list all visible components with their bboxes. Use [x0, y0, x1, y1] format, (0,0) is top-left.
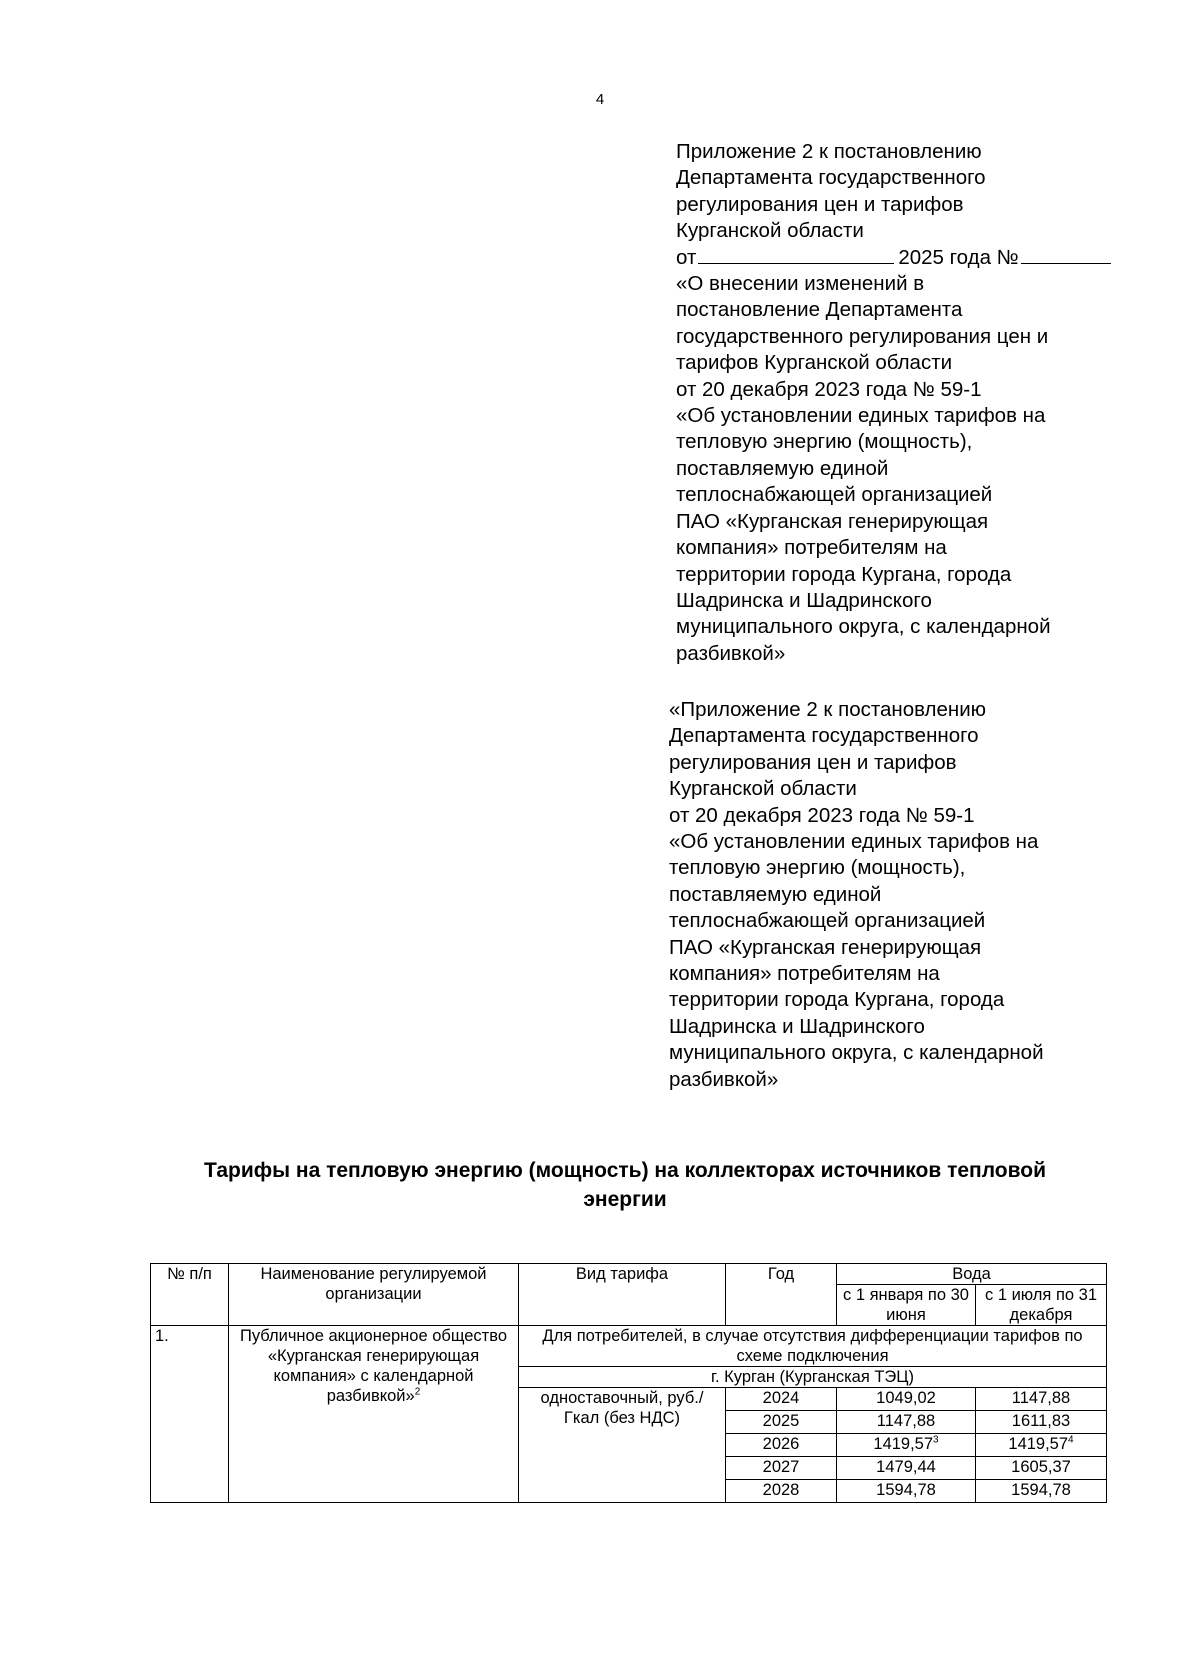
tariff-value-cell	[976, 1411, 1107, 1434]
year-cell: 2028	[726, 1480, 837, 1503]
tariff-value: 1419,57	[873, 1435, 934, 1453]
appendix-line: государственного регулирования цен и	[676, 324, 1049, 348]
tariff-value: 1594,78	[1011, 1481, 1071, 1499]
appendix-line: тепловую энергию (мощность),	[676, 430, 973, 454]
appendix-line: «Об установлении единых тарифов на	[669, 830, 1039, 854]
appendix-original	[669, 697, 1109, 1093]
tariff-value: 1049,02	[876, 1389, 936, 1407]
document-title	[150, 1156, 1100, 1214]
appendix-line: муниципального округа, с календарной	[669, 1041, 1044, 1065]
tariff-value-cell	[837, 1480, 976, 1503]
tariff-value: 1419,57	[1008, 1435, 1069, 1453]
appendix-line: муниципального округа, с календарной	[676, 615, 1051, 639]
appendix-line: ПАО «Курганская генерирующая	[676, 509, 989, 533]
year-cell: 2027	[726, 1457, 837, 1480]
org-footnote: 2	[414, 1386, 421, 1398]
date-prefix: от	[676, 245, 697, 269]
tariff-value: 1611,83	[1011, 1412, 1071, 1430]
header-water: Вода	[837, 1264, 1107, 1285]
appendix-line: территории города Кургана, города	[676, 562, 1012, 586]
footnote-mark: 4	[1068, 1434, 1074, 1446]
tariff-value-cell	[837, 1434, 976, 1457]
appendix-line: теплоснабжающей организацией	[676, 483, 993, 507]
title-line-1: Тарифы на тепловую энергию (мощность) на коллекторах источников тепловой	[204, 1159, 1046, 1182]
appendix-line: поставляемую единой	[669, 882, 882, 906]
appendix-line: теплоснабжающей организацией	[669, 909, 986, 933]
year-cell: 2024	[726, 1388, 837, 1411]
tariff-value: 1594,78	[876, 1481, 936, 1499]
tariff-value-cell	[837, 1388, 976, 1411]
tariff-value-cell	[837, 1411, 976, 1434]
appendix-line: Курганской области	[669, 777, 857, 801]
appendix-line: Департамента государственного	[676, 166, 986, 190]
appendix-line: регулирования цен и тарифов	[676, 192, 964, 216]
appendix-header	[676, 139, 1116, 667]
header-year: Год	[726, 1264, 837, 1326]
date-line	[676, 245, 1116, 271]
tariff-value: 1147,88	[876, 1412, 936, 1430]
appendix-line: поставляемую единой	[676, 456, 889, 480]
appendix-line: Приложение 2 к постановлению	[676, 140, 982, 163]
header-period-1: с 1 января по 30 июня	[837, 1285, 976, 1326]
appendix-line: постановление Департамента	[676, 298, 963, 322]
appendix-line: от 20 декабря 2023 года № 59-1	[669, 803, 975, 827]
page-number: 4	[595, 91, 605, 108]
appendix-line: Курганской области	[676, 219, 864, 243]
tariff-value-cell	[976, 1388, 1107, 1411]
appendix-line: Шадринска и Шадринского	[669, 1014, 925, 1038]
year-cell: 2026	[726, 1434, 837, 1457]
tariff-value: 1147,88	[1011, 1389, 1071, 1407]
appendix-line: ПАО «Курганская генерирующая	[669, 935, 982, 959]
tariff-table	[150, 1263, 1107, 1503]
appendix-line: Департамента государственного	[669, 724, 979, 748]
appendix-line: компания» потребителям на	[676, 536, 947, 560]
appendix-line: разбивкой»	[669, 1067, 779, 1091]
tariff-value: 1479,44	[876, 1458, 936, 1476]
header-org: Наименование регулируемой организации	[229, 1264, 519, 1326]
tariff-value-cell	[976, 1434, 1107, 1457]
appendix-line: тарифов Курганской области	[676, 351, 953, 375]
consumers-note: Для потребителей, в случае отсутствия дифференциации тарифов по схеме подключения	[519, 1326, 1107, 1367]
tariff-value-cell	[976, 1480, 1107, 1503]
tariff-type-cell: одноставочный, руб./Гкал (без НДС)	[519, 1388, 726, 1503]
appendix-line: от 20 декабря 2023 года № 59-1	[676, 377, 982, 401]
header-period-2: с 1 июля по 31 декабря	[976, 1285, 1107, 1326]
footnote-mark: 3	[933, 1434, 939, 1446]
appendix-line: компания» потребителям на	[669, 962, 940, 986]
org-name: Публичное акционерное общество «Курганская генерирующая компания» с календарной разбивкой»	[239, 1327, 507, 1405]
tariff-value: 1605,37	[1011, 1458, 1071, 1476]
title-line-2: энергии	[583, 1188, 667, 1211]
org-name-cell	[229, 1326, 519, 1503]
row-number: 1.	[151, 1326, 229, 1503]
header-num: № п/п	[151, 1264, 229, 1326]
year-cell: 2025	[726, 1411, 837, 1434]
tariff-value-cell	[837, 1457, 976, 1480]
appendix-line: «Об установлении единых тарифов на	[676, 404, 1046, 428]
appendix-line: регулирования цен и тарифов	[669, 750, 957, 774]
tariff-value-cell	[976, 1457, 1107, 1480]
appendix-line: тепловую энергию (мощность),	[669, 856, 966, 880]
handwritten-date-field	[698, 245, 894, 264]
appendix-line: «Приложение 2 к постановлению	[669, 698, 987, 721]
header-tariff-type: Вид тарифа	[519, 1264, 726, 1326]
appendix-line: территории города Кургана, города	[669, 988, 1005, 1012]
date-suffix: 2025 года №	[898, 245, 1019, 269]
appendix-line: Шадринска и Шадринского	[676, 588, 932, 612]
handwritten-number-field	[1021, 245, 1111, 264]
appendix-line: «О внесении изменений в	[676, 272, 925, 296]
location-cell: г. Курган (Курганская ТЭЦ)	[519, 1367, 1107, 1388]
appendix-line: разбивкой»	[676, 641, 786, 665]
